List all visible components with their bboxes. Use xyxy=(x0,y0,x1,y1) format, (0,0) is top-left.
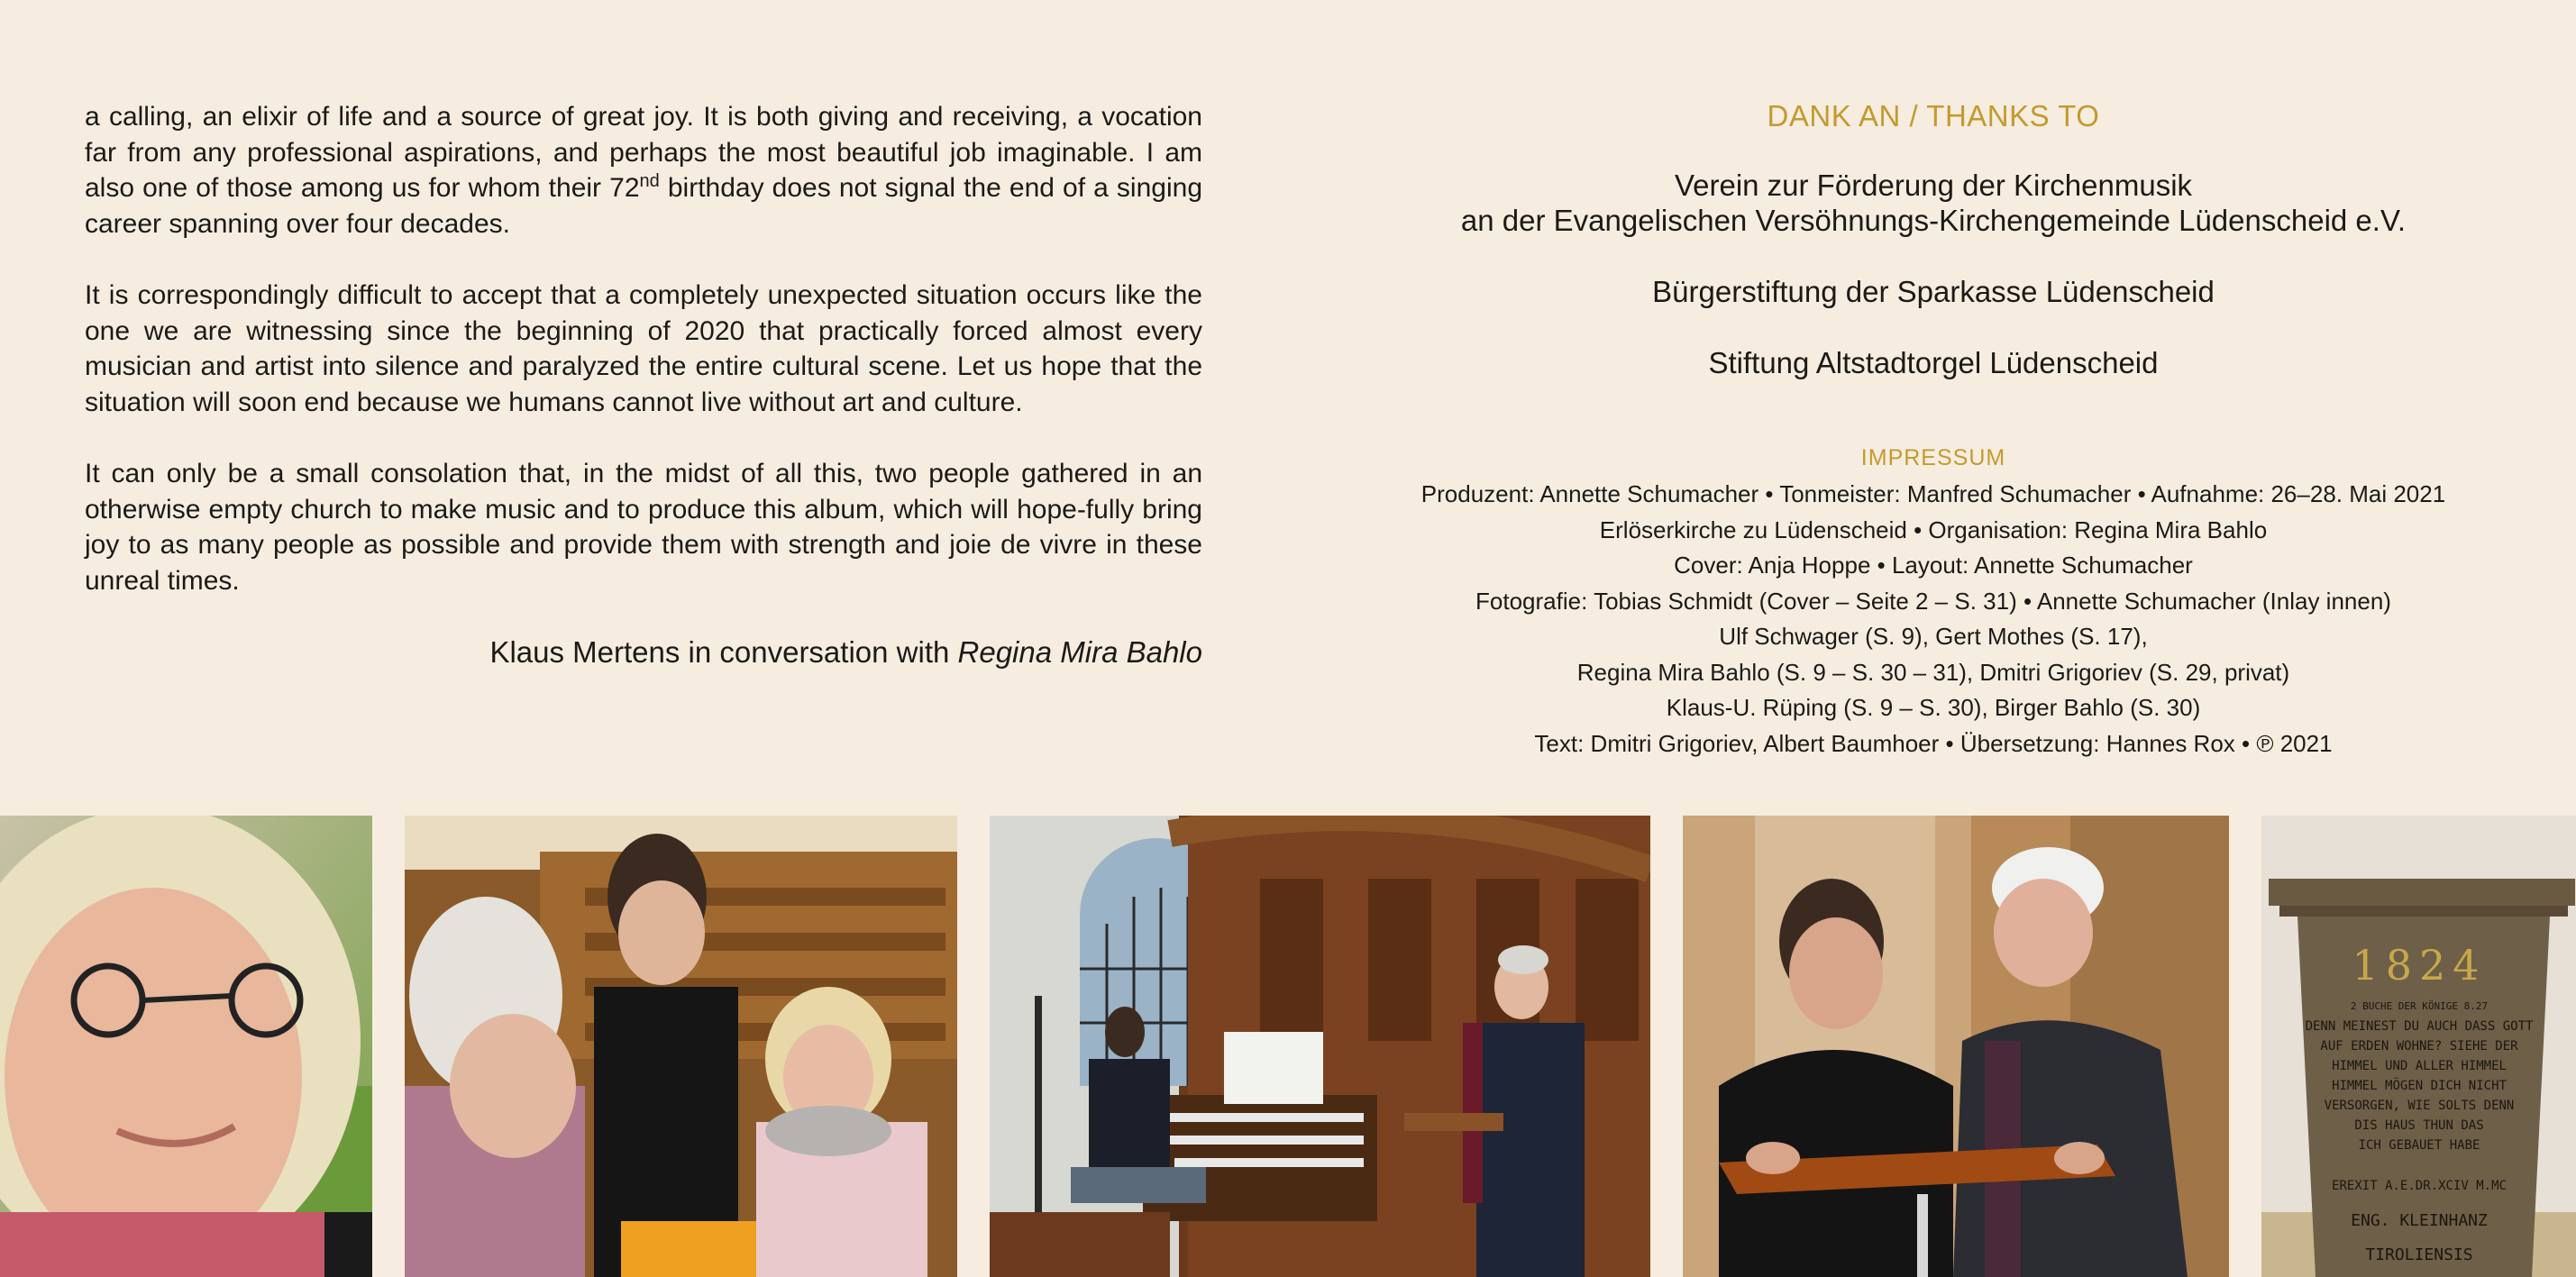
thanks-entry-buergerstiftung: Bürgerstiftung der Sparkasse Lüdenscheid xyxy=(1652,275,2215,308)
impressum-line: Klaus-U. Rüping (S. 9 – S. 30), Birger Bahlo (S. 30) xyxy=(1666,694,2201,721)
plaque-year: 1824 xyxy=(2352,941,2487,990)
paragraph-1: a calling, an elixir of life and a source of great joy. It is both giving and receiving, a vocation far from any professional aspirations, and perhaps the most beautiful job imaginable. I am also one of those among us for whom their 72nd birthday does not signal the end of a singing career spanning over four decades. xyxy=(85,102,1203,239)
photo-lectern xyxy=(1683,816,2229,1277)
photo-organ xyxy=(990,816,1650,1277)
impressum-line: Cover: Anja Hoppe • Layout: Annette Schumacher xyxy=(1674,552,2193,579)
impressum-line: Text: Dmitri Grigoriev, Albert Baumhoer • Übersetzung: Hannes Rox • ℗ 2021 xyxy=(1534,729,2333,757)
plaque-line: DENN MEINEST DU AUCH DASS GOTT xyxy=(2305,1019,2534,1034)
impressum-line: Regina Mira Bahlo (S. 9 – S. 30 – 31), Dmitri Grigoriev (S. 29, privat) xyxy=(1576,658,2290,686)
plaque-line: 2 BUCHE DER KÖNIGE 8.27 xyxy=(2350,1000,2489,1012)
plaque-line: AUF ERDEN WOHNE? SIEHE DER xyxy=(2320,1039,2518,1054)
photo-plaque xyxy=(2261,816,2576,1277)
plaque-line: DIS HAUS THUN DAS xyxy=(2354,1118,2484,1133)
impressum-line: Erlöserkirche zu Lüdenscheid • Organisation: Regina Mira Bahlo xyxy=(1599,515,2268,543)
thanks-entry-verein: Verein zur Förderung der Kirchenmusik an der Evangelischen Versöhnungs-Kirchengemeinde Lüdenscheid e.V. xyxy=(1460,169,2407,237)
photo-woman-portrait xyxy=(0,816,372,1277)
plaque-line: TIROLIENSIS xyxy=(2365,1245,2473,1264)
signature: Klaus Mertens in conversation with Regina Mira Bahlo xyxy=(489,635,1202,669)
plaque-line: VERSORGEN, WIE SOLTS DENN xyxy=(2324,1099,2515,1113)
plaque-line: ENG. KLEINHANZ xyxy=(2351,1211,2488,1230)
credits-column xyxy=(1325,99,2542,762)
plaque-line: ICH GEBAUET HABE xyxy=(2358,1138,2480,1153)
paragraph-2: It is correspondingly difficult to accept that a completely unexpected situation occurs like the one we are witnessing since the beginning of 2020 that practically forced almost every musician and artist into silence and paralyzed the entire cultural scene. Let us hope that the situation will soon end because we humans cannot live without art and culture. xyxy=(85,280,1202,417)
photo-conversation xyxy=(405,816,957,1277)
interview-text xyxy=(85,99,1202,670)
impressum-line: Fotografie: Tobias Schmidt (Cover – Seite 2 – S. 31) • Annette Schumacher (Inlay innen) xyxy=(1475,587,2391,615)
thanks-heading: DANK AN / THANKS TO xyxy=(1767,99,2100,132)
impressum-line: Produzent: Annette Schumacher • Tonmeister: Manfred Schumacher • Aufnahme: 26–28. Mai 2021 xyxy=(1420,480,2446,507)
impressum-list xyxy=(1325,477,2542,762)
paragraph-3: It can only be a small consolation that, in the midst of all this, two people gathered in an otherwise empty church to make music and to produce this album, which will hope-fully bring joy to as many people as possible and provide them with strength and joie de vivre in these unreal times. xyxy=(85,459,1202,596)
impressum-heading: IMPRESSUM xyxy=(1860,445,2006,470)
impressum-line: Ulf Schwager (S. 9), Gert Mothes (S. 17), xyxy=(1719,623,2148,650)
plaque-line: HIMMEL MÖGEN DICH NICHT xyxy=(2332,1079,2507,1093)
plaque-line: EREXIT A.E.DR.XCIV M.MC xyxy=(2332,1179,2507,1193)
thanks-entry-stiftung: Stiftung Altstadtorgel Lüdenscheid xyxy=(1708,346,2159,379)
plaque-line: HIMMEL UND ALLER HIMMEL xyxy=(2332,1059,2507,1073)
